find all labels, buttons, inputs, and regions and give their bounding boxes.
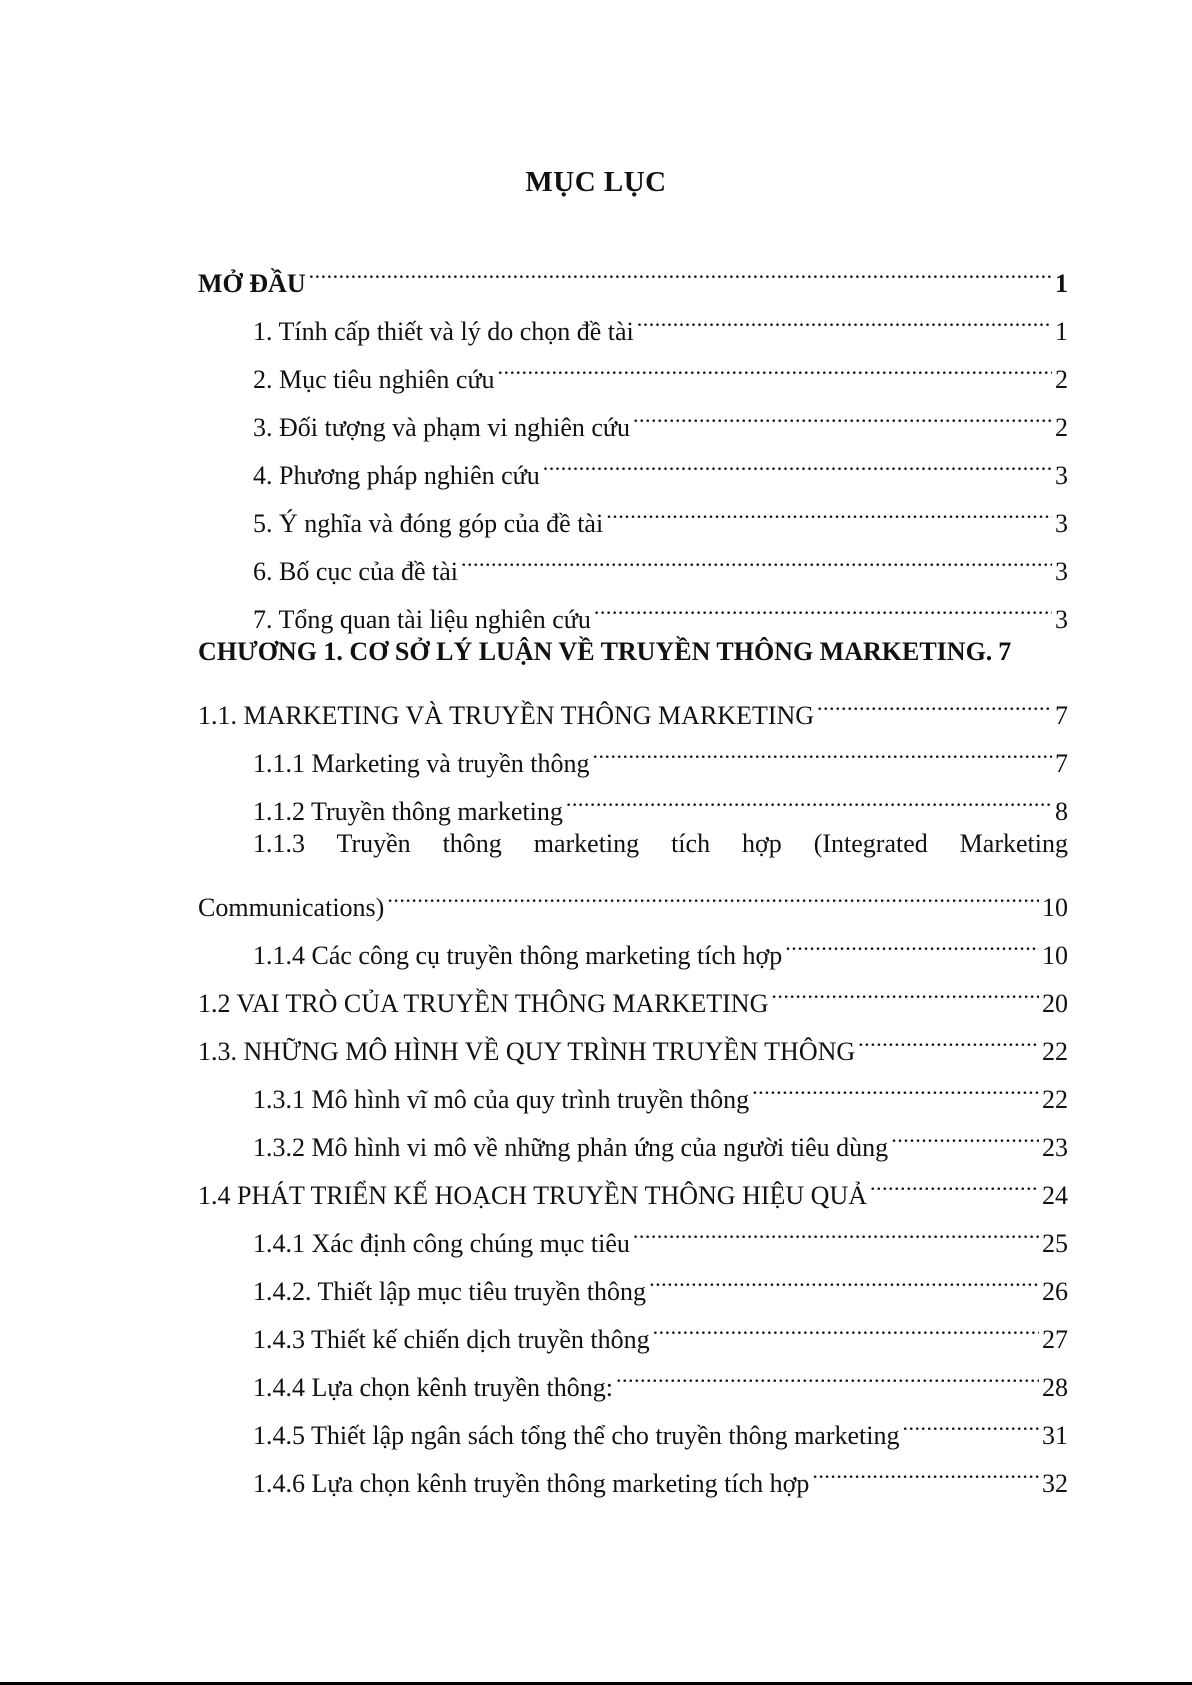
dot-leader: [891, 1108, 1039, 1156]
toc-entry-label: 1.4.5 Thiết lập ngân sách tổng thể cho truyền thông marketing: [253, 1421, 900, 1450]
dot-leader: [543, 436, 1052, 484]
toc-page-number: 7: [1055, 701, 1068, 730]
toc-entry-label: 1.4.4 Lựa chọn kênh truyền thông:: [253, 1373, 613, 1402]
dot-leader: [309, 244, 1052, 292]
toc-entry-label: 1.4 PHÁT TRIỂN KẾ HOẠCH TRUYỀN THÔNG HIỆU QUẢ: [198, 1181, 868, 1210]
toc-page-number: 24: [1042, 1181, 1068, 1210]
toc-entry-label: 2. Mục tiêu nghiên cứu: [253, 365, 495, 394]
toc-page-number: 26: [1042, 1277, 1068, 1306]
toc-entry-label: 1.1.1 Marketing và truyền thông: [253, 749, 590, 778]
dot-leader: [593, 724, 1053, 772]
dot-leader: [606, 484, 1052, 532]
toc-page-number: 22: [1042, 1085, 1068, 1114]
toc-page-number: 10: [1042, 941, 1068, 970]
toc-entry-label: CHƯƠNG 1. CƠ SỞ LÝ LUẬN VỀ TRUYỀN THÔNG MARKETING: [198, 637, 986, 666]
dot-leader: [812, 1444, 1039, 1492]
toc-page-number: 20: [1042, 989, 1068, 1018]
toc-entry-label: 1.3.1 Mô hình vĩ mô của quy trình truyền thông: [253, 1085, 750, 1114]
toc-page-number: 3: [1055, 557, 1068, 586]
toc-entry-label: 1.3. NHỮNG MÔ HÌNH VỀ QUY TRÌNH TRUYỀN THÔNG: [198, 1037, 856, 1066]
toc-page-number: 22: [1042, 1037, 1068, 1066]
toc-page-number: 10: [1042, 893, 1068, 922]
dot-leader: [633, 1204, 1039, 1252]
toc-page-number: 3: [1055, 461, 1068, 490]
toc-entry-label: 6. Bố cục của đề tài: [253, 557, 459, 586]
toc-entry-label: 7. Tổng quan tài liệu nghiên cứu: [253, 605, 591, 634]
dot-leader: [498, 340, 1052, 388]
toc-entry-label: 1.1. MARKETING VÀ TRUYỀN THÔNG MARKETING: [198, 701, 815, 730]
dot-leader: [566, 772, 1052, 820]
toc-page-number: 23: [1042, 1133, 1068, 1162]
dot-leader: [858, 1012, 1039, 1060]
toc-page-number: 2: [1055, 365, 1068, 394]
toc-entry-label: 1.4.2. Thiết lập mục tiêu truyền thông: [253, 1277, 647, 1306]
dot-leader: [785, 916, 1039, 964]
page-title: MỤC LỤC: [525, 166, 667, 198]
dot-leader: [870, 1156, 1039, 1204]
dot-leader: [637, 292, 1052, 340]
dot-leader: [653, 1300, 1039, 1348]
toc-entry-wrapped-first-line[interactable]: [198, 820, 1068, 868]
toc-entry-label: 1.2 VAI TRÒ CỦA TRUYỀN THÔNG MARKETING: [198, 989, 769, 1018]
toc-entry-label-continuation: Communications): [198, 893, 385, 922]
dot-leader: [817, 676, 1052, 724]
toc-page-number: 27: [1042, 1325, 1068, 1354]
toc-entry-label: 4. Phương pháp nghiên cứu: [253, 461, 540, 490]
toc-page-number: 7: [998, 637, 1012, 666]
dot-leader: .: [985, 637, 993, 666]
toc-page-number: 28: [1042, 1373, 1068, 1402]
toc-page-number: 7: [1055, 749, 1068, 778]
toc-entry-label: 1.1.3 Truyền thông marketing tích hợp (Integrated Marketing: [253, 829, 1068, 858]
toc-entry[interactable]: [198, 244, 1068, 298]
dot-leader: [594, 580, 1052, 628]
toc-entry[interactable]: [198, 676, 1068, 730]
toc-entry-label: 1.4.3 Thiết kế chiến dịch truyền thông: [253, 1325, 650, 1354]
toc-entry-chapter[interactable]: [198, 628, 1068, 676]
toc-entry-label: 1.1.2 Truyền thông marketing: [253, 797, 563, 826]
toc-entry-label: 3. Đối tượng và phạm vi nghiên cứu: [253, 413, 630, 442]
toc-entry-label: 1. Tính cấp thiết và lý do chọn đề tài: [253, 317, 634, 346]
toc-page-number: 32: [1042, 1469, 1068, 1498]
toc-entry-wrapped-continuation[interactable]: [198, 868, 1068, 922]
toc-entry-label: 1.4.1 Xác định công chúng mục tiêu: [253, 1229, 630, 1258]
toc-page-number: 31: [1042, 1421, 1068, 1450]
dot-leader: [649, 1252, 1039, 1300]
toc-entry[interactable]: [198, 292, 1068, 346]
toc-entry-label: MỞ ĐẦU: [198, 269, 306, 298]
toc-page-number: 2: [1055, 413, 1068, 442]
toc-page-number: 3: [1055, 605, 1068, 634]
dot-leader: [771, 964, 1039, 1012]
toc-page-number: 3: [1055, 509, 1068, 538]
dot-leader: [633, 388, 1052, 436]
dot-leader: [387, 868, 1039, 916]
dot-leader: [616, 1348, 1039, 1396]
toc-page-number: 8: [1055, 797, 1068, 826]
dot-leader: [902, 1396, 1039, 1444]
toc-page-number: 1: [1055, 317, 1068, 346]
dot-leader: [752, 1060, 1039, 1108]
toc-entry-label: 1.4.6 Lựa chọn kênh truyền thông marketing tích hợp: [253, 1469, 810, 1498]
toc-entry-label: 1.3.2 Mô hình vi mô về những phản ứng của người tiêu dùng: [253, 1133, 889, 1162]
toc-page-number: 1: [1055, 269, 1068, 298]
toc-page-number: 25: [1042, 1229, 1068, 1258]
toc-entry-label: 1.1.4 Các công cụ truyền thông marketing tích hợp: [253, 941, 783, 970]
table-of-contents: [198, 244, 1068, 1498]
dot-leader: [461, 532, 1052, 580]
toc-entry-label: 5. Ý nghĩa và đóng góp của đề tài: [253, 509, 604, 538]
